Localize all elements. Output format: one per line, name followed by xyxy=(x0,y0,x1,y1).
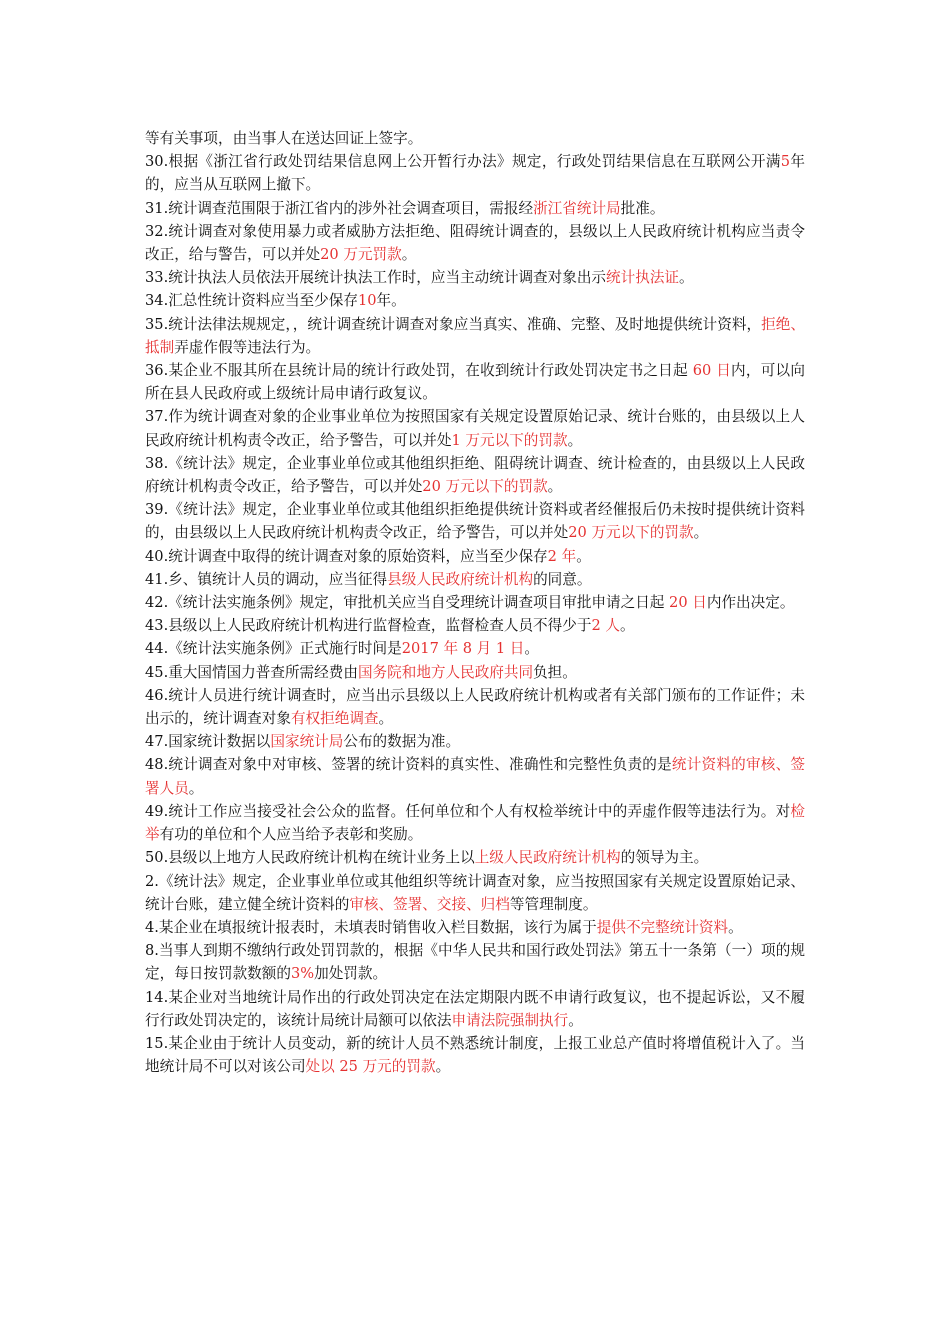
text-span: 。 xyxy=(693,524,709,542)
text-span: 41.乡、镇统计人员的调动，应当征得 xyxy=(145,570,388,588)
text-span: 39.《统计法》规定，企业事业单位或其他组织拒绝提供统计资料或者经催报后仍未按时提供统计资料的，由县级以上人民政府统计机构责令改正，给予警告，可以并处 xyxy=(145,501,805,542)
highlighted-answer: 拒绝、抵制 xyxy=(145,315,805,356)
paragraph xyxy=(145,359,805,405)
text-span: 。 xyxy=(188,779,204,797)
text-span: 42.《统计法实施条例》规定，审批机关应当自受理统计调查项目审批申请之日起 xyxy=(145,594,670,612)
highlighted-answer: 有权拒绝调查 xyxy=(290,710,379,728)
text-span: 。 xyxy=(679,269,694,287)
paragraph xyxy=(145,405,805,451)
text-span: 批准。 xyxy=(620,199,665,217)
text-span: 32.统计调查对象使用暴力或者威胁方法拒绝、阻碍统计调查的，县级以上人民政府统计机构应当责令改正，给与警告，可以并处 xyxy=(145,222,805,264)
paragraph xyxy=(145,498,805,544)
highlighted-answer: 统计资料的审核、签署人员 xyxy=(145,756,805,797)
text-span: 加处罚款。 xyxy=(314,965,388,983)
text-span: 。 xyxy=(576,547,591,565)
highlighted-answer: 处以 25 万元的罚款 xyxy=(305,1058,436,1076)
text-span: 。 xyxy=(524,640,540,658)
text-span: 负担。 xyxy=(533,663,577,681)
text-span: 40.统计调查中取得的统计调查对象的原始资料，应当至少保存 xyxy=(145,547,548,565)
text-span: 年的，应当从互联网上撤下。 xyxy=(145,153,805,194)
text-span: 4.某企业在填报统计报表时，未填表时销售收入栏目数据，该行为属于 xyxy=(145,918,597,936)
highlighted-answer: 统计执法证 xyxy=(606,269,680,287)
highlighted-answer: 上级人民政府统计机构 xyxy=(474,849,621,867)
text-span: 弄虚作假等违法行为。 xyxy=(174,338,321,356)
paragraph xyxy=(145,986,805,1032)
text-span: 等管理制度。 xyxy=(509,895,598,913)
text-span: 30.根据《浙江省行政处罚结果信息网上公开暂行办法》规定，行政处罚结果信息在互联网公开满 xyxy=(145,153,781,171)
highlighted-answer: 20 日 xyxy=(669,594,707,612)
paragraph xyxy=(145,870,805,916)
highlighted-answer: 提供不完整统计资料 xyxy=(596,918,729,936)
paragraph xyxy=(145,545,805,568)
paragraph xyxy=(145,916,805,939)
paragraph xyxy=(145,614,805,637)
highlighted-answer: 申请法院强制执行 xyxy=(451,1011,569,1029)
paragraph xyxy=(145,637,805,660)
text-span: 45.重大国情国力普查所需经费由 xyxy=(145,663,358,681)
paragraph xyxy=(145,150,805,196)
text-span: 35.统计法律法规规定，，统计调查统计调查对象应当真实、准确、完整、及时地提供统计资料， xyxy=(145,315,762,333)
paragraph xyxy=(145,220,805,266)
highlighted-answer: 5 xyxy=(780,153,791,171)
text-span: 。 xyxy=(567,431,583,449)
text-span: 14.某企业对当地统计局作出的行政处罚决定在法定期限内既不申请行政复议，也不提起诉讼，又不履行行政处罚决定的，该统计局统计局额可以依法 xyxy=(145,988,805,1029)
paragraph xyxy=(145,661,805,684)
text-span: 。 xyxy=(619,617,635,635)
highlighted-answer: 60 日 xyxy=(692,362,732,380)
text-span: 33.统计执法人员依法开展统计执法工作时，应当主动统计调查对象出示 xyxy=(145,269,607,287)
text-span: 44.《统计法实施条例》正式施行时间是 xyxy=(145,640,402,658)
paragraph xyxy=(145,127,805,150)
text-span: 43.县级以上人民政府统计机构进行监督检查，监督检查人员不得少于 xyxy=(145,617,592,635)
highlighted-answer: 检举 xyxy=(145,802,805,844)
highlighted-answer: 1 万元以下的罚款 xyxy=(451,431,568,449)
text-span: 。 xyxy=(378,710,394,728)
text-span: 。 xyxy=(435,1058,451,1076)
paragraph xyxy=(145,753,805,799)
text-span: 年。 xyxy=(376,292,406,310)
highlighted-answer: 2 年 xyxy=(547,547,577,565)
highlighted-answer: 国务院和地方人民政府共同 xyxy=(357,663,534,681)
paragraph xyxy=(145,197,805,220)
text-span: 的领导为主。 xyxy=(620,849,709,867)
text-span: 50.县级以上地方人民政府统计机构在统计业务上以 xyxy=(145,849,475,867)
paragraph xyxy=(145,846,805,869)
paragraph xyxy=(145,1032,805,1078)
text-span: 15.某企业由于统计人员变动，新的统计人员不熟悉统计制度，上报工业总产值时将增值税计入了。当地统计局不可以对该公司 xyxy=(145,1034,805,1076)
text-span: 31.统计调查范围限于浙江省内的涉外社会调查项目，需报经 xyxy=(145,199,534,217)
highlighted-answer: 国家统计局 xyxy=(270,733,344,751)
paragraph xyxy=(145,939,805,985)
paragraph xyxy=(145,452,805,498)
highlighted-answer: 20 万元以下的罚款 xyxy=(568,524,694,542)
text-span: 的同意。 xyxy=(533,570,592,588)
text-span: 内，可以向所在县人民政府或上级统计局申请行政复议。 xyxy=(145,362,805,403)
paragraph xyxy=(145,591,805,614)
highlighted-answer: 3% xyxy=(290,965,315,983)
text-span: 38.《统计法》规定，企业事业单位或其他组织拒绝、阻碍统计调查、统计检查的，由县级以上人民政府统计机构责令改正，给予警告，可以并处 xyxy=(145,454,805,496)
text-span: 。 xyxy=(547,478,563,496)
text-span: 8.当事人到期不缴纳行政处罚罚款的，根据《中华人民共和国行政处罚法》第五十一条第（一）项的规定，每日按罚款数额的 xyxy=(145,942,805,983)
highlighted-answer: 审核、签署、交接、归档 xyxy=(349,895,510,913)
text-span: 等有关事项，由当事人在送达回证上签字。 xyxy=(145,130,423,147)
highlighted-answer: 2017 年 8 月 1 日 xyxy=(401,640,525,658)
highlighted-answer: 20 万元以下的罚款 xyxy=(422,478,548,496)
paragraph xyxy=(145,313,805,359)
text-span: 2.《统计法》规定，企业事业单位或其他组织等统计调查对象，应当按照国家有关规定设置原始记录、统计台账，建立健全统计资料的 xyxy=(145,872,805,913)
text-span: 47.国家统计数据以 xyxy=(145,733,271,751)
text-span: 内作出决定。 xyxy=(706,594,795,612)
text-span: 有功的单位和个人应当给予表彰和奖励。 xyxy=(159,826,423,844)
text-span: 。 xyxy=(568,1011,583,1029)
highlighted-answer: 10 xyxy=(357,292,377,310)
text-span: 。 xyxy=(401,246,417,264)
text-span: 。 xyxy=(728,918,743,936)
paragraph xyxy=(145,568,805,591)
highlighted-answer: 浙江省统计局 xyxy=(533,199,621,217)
paragraph xyxy=(145,800,805,846)
text-span: 49.统计工作应当接受社会公众的监督。任何单位和个人有权检举统计中的弄虚作假等违法行为。对 xyxy=(145,802,791,820)
paragraph xyxy=(145,289,805,312)
paragraph xyxy=(145,684,805,730)
text-span: 公布的数据为准。 xyxy=(343,733,461,751)
paragraph xyxy=(145,730,805,753)
document-body xyxy=(145,127,805,1078)
highlighted-answer: 2 人 xyxy=(591,617,620,635)
paragraph xyxy=(145,266,805,289)
text-span: 37.作为统计调查对象的企业事业单位为按照国家有关规定设置原始记录、统计台账的，由县级以上人民政府统计机构责令改正，给予警告，可以并处 xyxy=(145,408,805,449)
text-span: 48.统计调查对象中对审核、签署的统计资料的真实性、准确性和完整性负责的是 xyxy=(145,756,672,774)
text-span: 46.统计人员进行统计调查时，应当出示县级以上人民政府统计机构或者有关部门颁布的工作证件；未出示的，统计调查对象 xyxy=(145,686,805,728)
text-span: 34.汇总性统计资料应当至少保存 xyxy=(145,292,358,310)
text-span: 36.某企业不服其所在县统计局的统计行政处罚，在收到统计行政处罚决定书之日起 xyxy=(145,362,693,380)
highlighted-answer: 20 万元罚款 xyxy=(320,246,402,264)
highlighted-answer: 县级人民政府统计机构 xyxy=(387,570,534,588)
